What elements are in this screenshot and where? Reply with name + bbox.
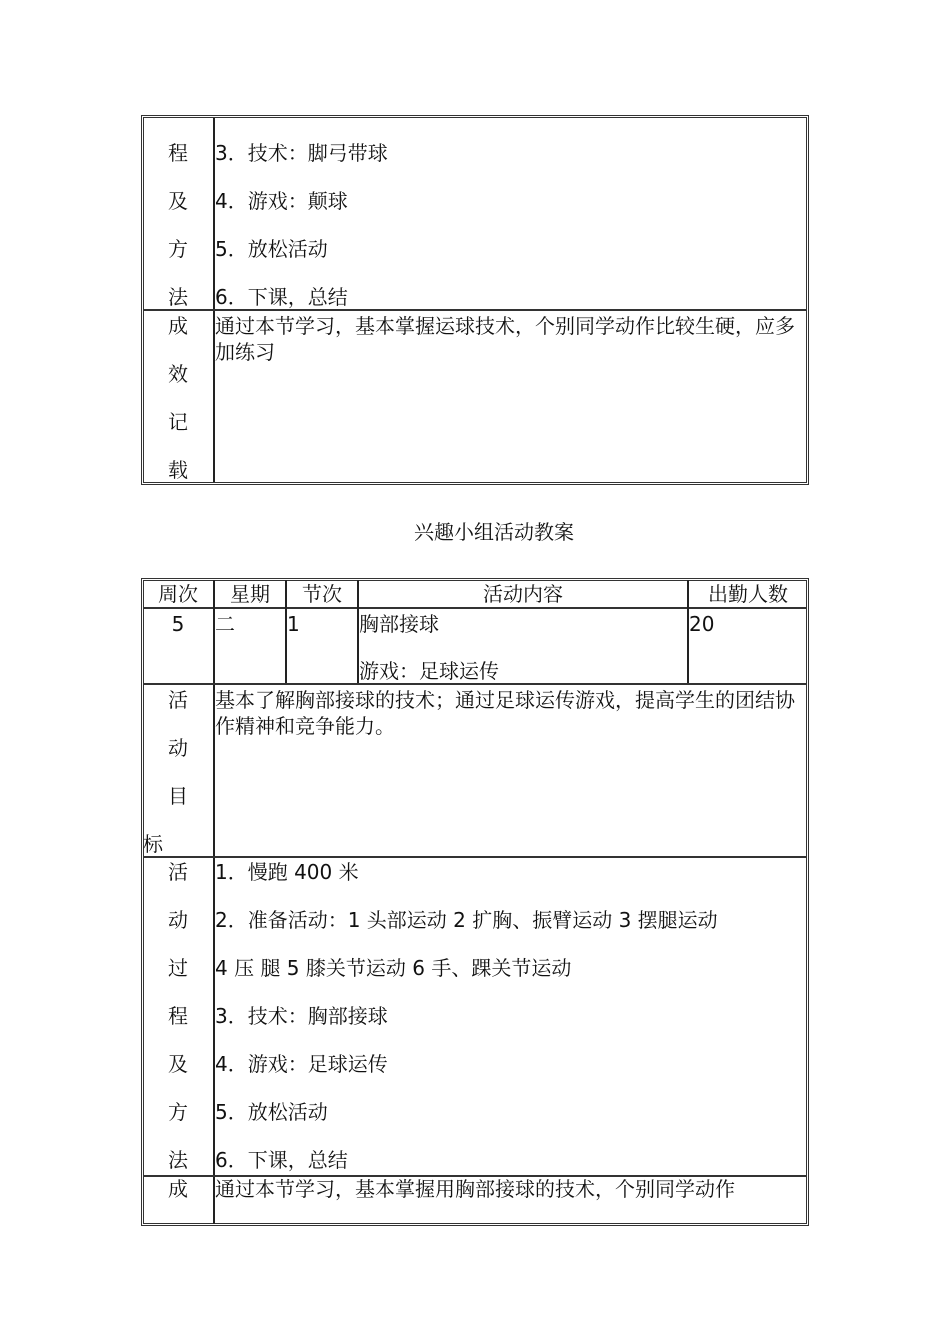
label-char: 成 bbox=[168, 314, 188, 338]
label-char: 动 bbox=[168, 736, 188, 760]
label-char: 方 bbox=[168, 1100, 188, 1124]
label-char: 标 bbox=[143, 832, 163, 856]
cell-weekday: 二 bbox=[215, 612, 235, 636]
cell-content-line: 游戏：足球运传 bbox=[359, 659, 499, 683]
page-title: 兴趣小组活动教案 bbox=[414, 520, 574, 544]
label-char: 及 bbox=[168, 189, 188, 213]
label-char: 动 bbox=[168, 908, 188, 932]
header-divider bbox=[143, 607, 807, 609]
column-divider bbox=[213, 580, 215, 1224]
label-char: 法 bbox=[168, 285, 188, 309]
cell-content-line: 胸部接球 bbox=[359, 612, 439, 636]
cell-week: 5 bbox=[171, 612, 185, 636]
header-weekday: 星期 bbox=[230, 582, 270, 606]
label-char: 载 bbox=[168, 458, 188, 482]
process-line: 4 压 腿 5 膝关节运动 6 手、踝关节运动 bbox=[215, 956, 572, 980]
process-line: 4．游戏：足球运传 bbox=[215, 1052, 388, 1076]
header-week: 周次 bbox=[158, 582, 198, 606]
label-char: 活 bbox=[168, 688, 188, 712]
label-char: 及 bbox=[168, 1052, 188, 1076]
label-char: 记 bbox=[168, 410, 188, 434]
process-line: 5．放松活动 bbox=[215, 1100, 328, 1124]
process-line: 2．准备活动：1 头部运动 2 扩胸、振臂运动 3 摆腿运动 bbox=[215, 908, 718, 932]
cell-attendance: 20 bbox=[689, 612, 715, 636]
goal-text: 基本了解胸部接球的技术；通过足球运传游戏，提高学生的团结协作精神和竞争能力。 bbox=[215, 688, 795, 738]
result-text: 通过本节学习，基本掌握运球技术，个别同学动作比较生硬，应多加练习 bbox=[215, 314, 795, 364]
label-char: 程 bbox=[168, 1004, 188, 1028]
process-line: 3．技术：脚弓带球 bbox=[215, 141, 388, 165]
table-1-row-divider bbox=[143, 309, 807, 311]
header-attendance: 出勤人数 bbox=[708, 582, 788, 606]
process-line: 6．下课，总结 bbox=[215, 285, 348, 309]
row-divider bbox=[143, 856, 807, 858]
label-char: 活 bbox=[168, 860, 188, 884]
label-char: 过 bbox=[168, 956, 188, 980]
label-char: 程 bbox=[168, 141, 188, 165]
label-char: 法 bbox=[168, 1148, 188, 1172]
label-char: 成 bbox=[168, 1177, 188, 1201]
process-line: 3．技术：胸部接球 bbox=[215, 1004, 388, 1028]
process-line: 4．游戏：颠球 bbox=[215, 189, 348, 213]
process-line: 1．慢跑 400 米 bbox=[215, 860, 359, 884]
header-content: 活动内容 bbox=[483, 582, 563, 606]
label-char: 方 bbox=[168, 237, 188, 261]
process-line: 5．放松活动 bbox=[215, 237, 328, 261]
label-char: 效 bbox=[168, 362, 188, 386]
process-line: 6．下课，总结 bbox=[215, 1148, 348, 1172]
header-period: 节次 bbox=[302, 582, 342, 606]
label-char: 目 bbox=[168, 784, 188, 808]
cell-period: 1 bbox=[287, 612, 300, 636]
result-text: 通过本节学习，基本掌握用胸部接球的技术，个别同学动作 bbox=[215, 1177, 735, 1201]
row-divider bbox=[143, 683, 807, 685]
